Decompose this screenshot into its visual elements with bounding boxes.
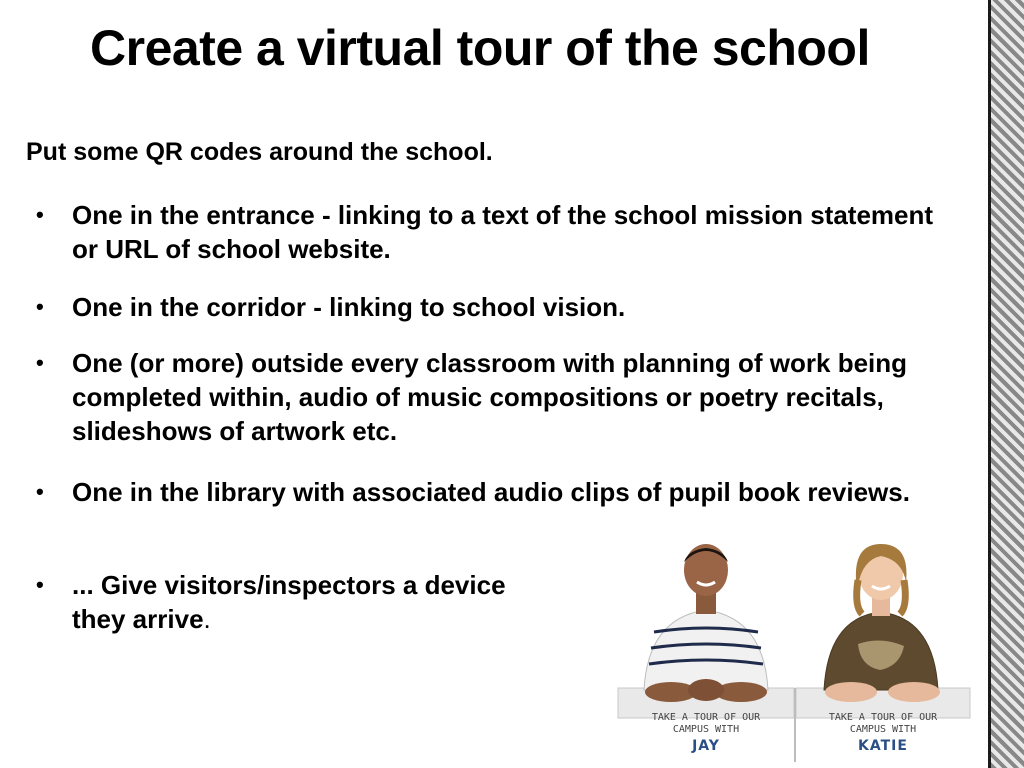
bullet-text-line2: they arrive <box>72 604 204 634</box>
lead-text: Put some QR codes around the school. <box>26 138 493 166</box>
slide-title: Create a virtual tour of the school <box>90 20 870 76</box>
bullet-dot: • <box>36 350 44 375</box>
bullet-text: One in the library with associated audio clips of pupil book reviews. <box>72 477 910 507</box>
person-jay <box>644 544 768 702</box>
bullet-dot: • <box>36 479 44 504</box>
person-katie <box>824 544 940 702</box>
right-caption-line1: TAKE A TOUR OF OUR <box>828 712 938 723</box>
bullet-dot: • <box>36 572 44 597</box>
right-caption-name: KATIE <box>858 738 908 754</box>
left-caption-name: JAY <box>692 738 720 754</box>
left-caption-line1: TAKE A TOUR OF OUR <box>651 712 761 723</box>
right-caption-line2: CAMPUS WITH <box>849 724 917 735</box>
bullet-text: One in the corridor - linking to school vision. <box>72 292 626 322</box>
bullet-text: One (or more) outside every classroom with planning of work being completed within, audio of music compositions or poetry recitals, slideshows of artwork etc. <box>72 348 908 446</box>
right-border-pattern <box>991 0 1024 768</box>
bullet-dot: • <box>36 202 44 227</box>
bullet-text: ... Give visitors/inspectors a device <box>72 570 506 600</box>
bullet-dot: • <box>36 294 44 319</box>
campus-tour-photo <box>596 540 986 768</box>
left-caption-line2: CAMPUS WITH <box>672 724 740 735</box>
bullet-text: One in the entrance - linking to a text of the school mission statement or URL of school website. <box>72 200 934 264</box>
bullet-text-period: . <box>203 604 211 634</box>
